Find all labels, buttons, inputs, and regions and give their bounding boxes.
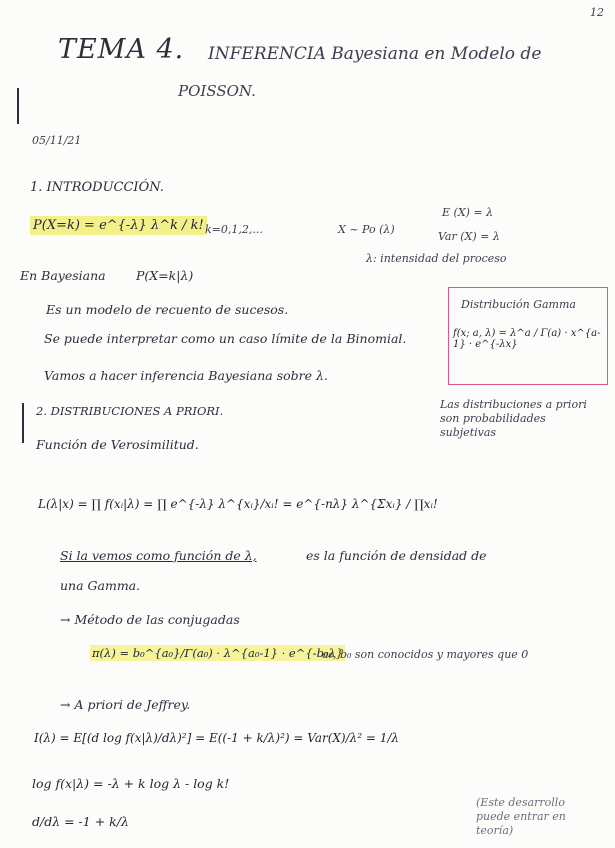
section-heading-priors: 2. DISTRIBUCIONES A PRIORI.	[36, 404, 224, 418]
remark-c: una Gamma.	[60, 578, 141, 593]
side-note-theory: (Este desarrollo puede entrar en teoría)	[476, 796, 566, 837]
conjugate-note: a₀, b₀ son conocidos y mayores que 0	[322, 648, 529, 661]
margin-mark	[22, 403, 24, 443]
support: k=0,1,2,...	[205, 223, 263, 236]
mean: E (X) = λ	[442, 206, 494, 219]
derivative: d/dλ = -1 + k/λ	[32, 814, 129, 829]
jeffrey-heading: → A priori de Jeffrey.	[60, 697, 191, 712]
gamma-formula: f(x; a, λ) = λ^a / Γ(a) · x^{a-1} · e^{-λx}	[453, 328, 601, 350]
poisson-dist: X ~ Po (λ)	[338, 223, 395, 236]
conjugate-prior-formula: π(λ) = b₀^{a₀}/Γ(a₀) · λ^{a₀-1} · e^{-b₀λ}	[92, 646, 344, 660]
log-likelihood: log f(x|λ) = -λ + k log λ - log k!	[32, 776, 230, 791]
poisson-pmf: P(X=k) = e^{-λ} λ^k / k!	[30, 216, 207, 235]
intro-line-3: Vamos a hacer inferencia Bayesiana sobre λ.	[44, 368, 328, 383]
remark-a: Si la vemos como función de λ,	[60, 548, 257, 563]
date: 05/11/21	[32, 134, 82, 147]
fisher-information: I(λ) = E[(d log f(x|λ)/dλ)²] = E((-1 + k/λ)²) = Var(X)/λ² = 1/λ	[34, 731, 400, 745]
side-note-priors: Las distribuciones a priori son probabilidades subjetivas	[440, 398, 587, 439]
variance: Var (X) = λ	[438, 230, 500, 243]
intro-line-1: Es un modelo de recuento de sucesos.	[46, 302, 289, 317]
title-poisson: POISSON.	[178, 82, 256, 100]
bayes-expression: P(X=k|λ)	[136, 268, 194, 283]
gamma-box	[448, 287, 608, 385]
remark-b: es la función de densidad de	[306, 548, 487, 563]
page-number: 12	[590, 6, 604, 19]
likelihood-formula: L(λ|x) = ∏ f(xᵢ|λ) = ∏ e^{-λ} λ^{xᵢ}/xᵢ! = e^{-nλ} λ^{Σxᵢ} / ∏xᵢ!	[38, 497, 438, 511]
bayes-label: En Bayesiana	[20, 268, 106, 283]
title-text: INFERENCIA Bayesiana en Modelo de	[208, 44, 542, 64]
lambda-definition: λ: intensidad del proceso	[366, 252, 507, 265]
section-heading-intro: 1. INTRODUCCIÓN.	[30, 180, 164, 195]
likelihood-bullet: Función de Verosimilitud.	[36, 437, 199, 452]
margin-mark	[17, 88, 19, 124]
title-tema: TEMA 4.	[58, 34, 185, 65]
gamma-title: Distribución Gamma	[461, 298, 576, 311]
conjugate-heading: → Método de las conjugadas	[60, 612, 240, 627]
intro-line-2: Se puede interpretar como un caso límite de la Binomial.	[44, 331, 407, 346]
